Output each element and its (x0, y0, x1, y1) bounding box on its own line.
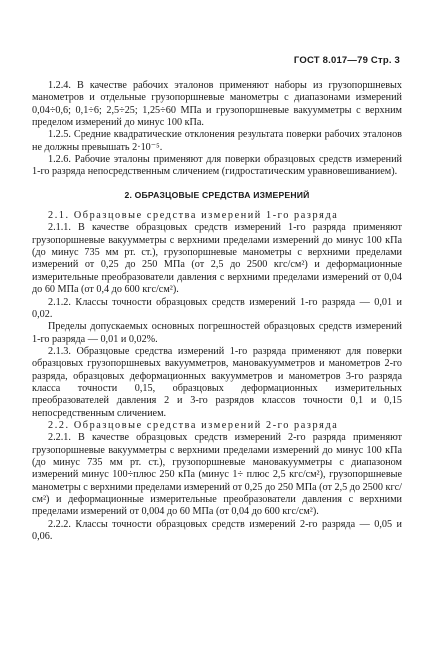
paragraph-1-2-4: 1.2.4. В качестве рабочих эталонов применяют наборы из грузопоршневых манометров и отдельные грузопоршневые манометры с диапазонами измерений 0,04÷0,6; 0,1÷6; 2,5÷25; 1,25÷60 МПа и грузопоршневые вакуумметры с верхним пределом измерений до минус 100 кПа. (32, 80, 402, 129)
subsection-2-1-heading: 2.1. Образцовые средства измерений 1-го разряда (48, 210, 339, 222)
page-header: ГОСТ 8.017—79 Стр. 3 (293, 55, 400, 66)
paragraph-2-2-1: 2.2.1. В качестве образцовых средств измерений 2-го разряда применяют грузопоршневые вакуумметры с верхними пределами измерений до минус 100 кПа (до минус 735 мм рт. ст.), грузопоршневые мановакуумметры с диапазоном измерений минус 100÷плюс 250 кПа (минус 1÷ плюс 2,5 кгс/см²), грузопоршневые манометры с верхними пределами измерений от 0,25 до 250 МПа (от 2,5 до 2500 кгс/см²) и деформационные измерительные преобразователи давления с верхними пределами измерений от 0,004 до 60 МПа (от 0,04 до 600 кгс/см²). (32, 432, 402, 518)
paragraph-2-1-3: 2.1.3. Образцовые средства измерений 1-го разряда применяют для поверки образцовых грузопоршневых вакуумметров, мановакуумметров и манометров 2-го разряда, образцовых деформационных вакуумметров и манометров 3-го разряда класса точности 0,15, образцовых деформационных измерительных преобразователей давления 2 и 3-го разрядов классов точности 0,1 и 0,15 непосредственным сличением. (32, 345, 402, 419)
paragraph-2-1-1: 2.1.1. В качестве образцовых средств измерений 1-го разряда применяют грузопоршневые вакуумметры с верхними пределами измерений до минус 100 кПа (до минус 735 мм рт. ст.), грузопоршневые манометры с верхними пределами измерений от 0,25 до 250 МПа (от 2,5 до 2500 кгс/см²) и деформационные измерительные преобразователи давления с верхними пределами измерений от 0,04 до 60 МПа (от 0,4 до 600 кгс/см²). (32, 222, 402, 296)
paragraph-1-2-6: 1.2.6. Рабочие эталоны применяют для поверки образцовых средств измерений 1-го разряда непосредственным сличением (гидростатическим уравновешиванием). (32, 154, 402, 178)
paragraph-2-1-2: 2.1.2. Классы точности образцовых средств измерений 1-го разряда — 0,01 и 0,02. (32, 296, 402, 320)
document-body (32, 80, 402, 543)
section-title: 2. ОБРАЗЦОВЫЕ СРЕДСТВА ИЗМЕРЕНИЙ (124, 189, 310, 200)
paragraph-error-limits: Пределы допускаемых основных погрешностей образцовых средств измерений 1-го разряда — 0,01 и 0,02%. (32, 321, 402, 345)
paragraph-1-2-5: 1.2.5. Средние квадратические отклонения результата поверки рабочих эталонов не должны превышать 2·10⁻⁵. (32, 129, 402, 153)
subsection-2-2-heading: 2.2. Образцовые средства измерений 2-го разряда (48, 419, 339, 431)
paragraph-2-2-2: 2.2.2. Классы точности образцовых средств измерений 2-го разряда — 0,05 и 0,06. (32, 518, 402, 543)
